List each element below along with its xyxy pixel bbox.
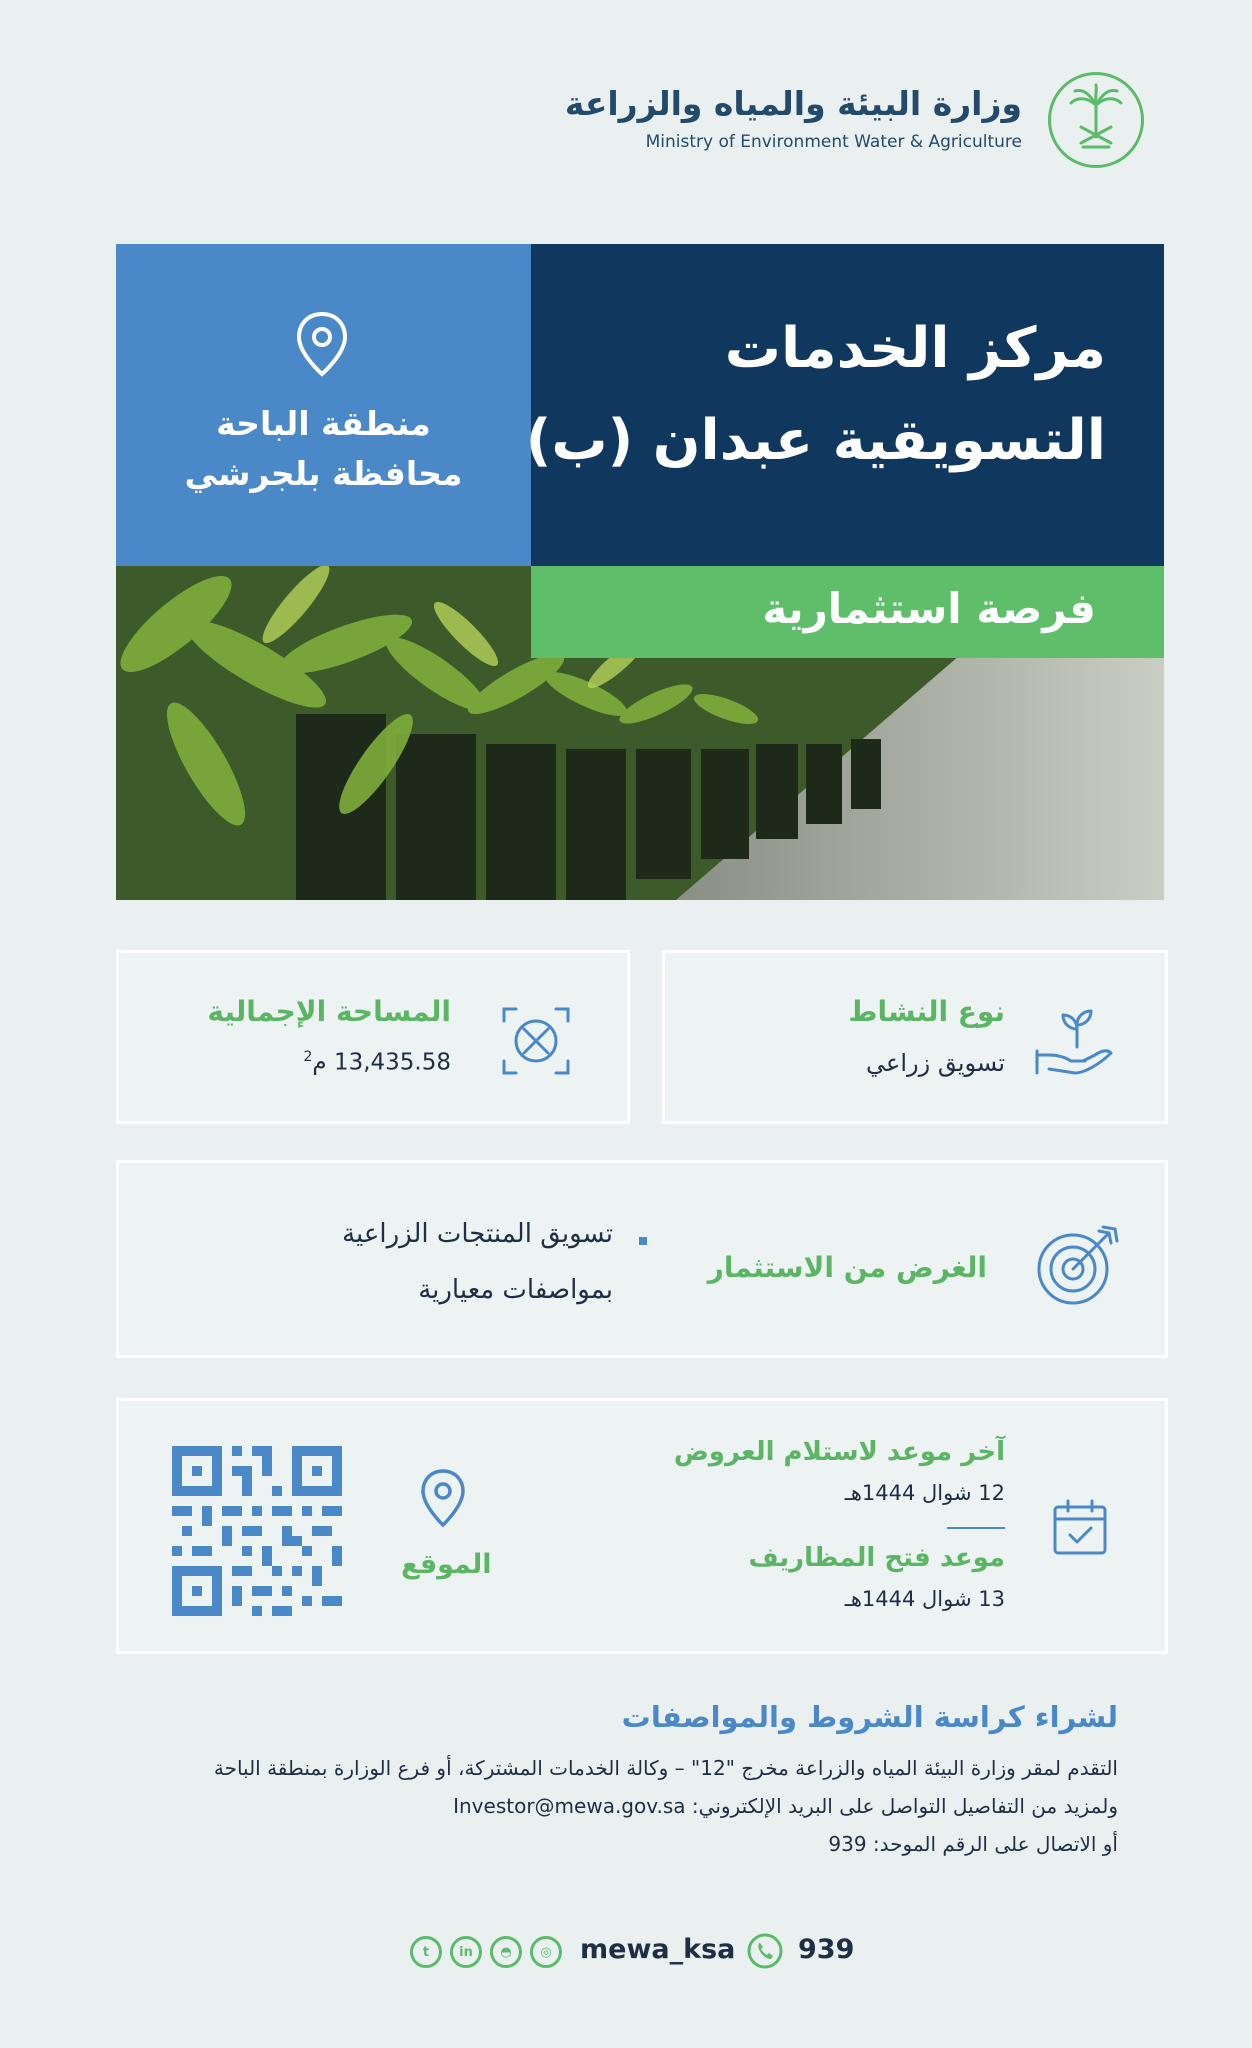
calendar-icon: [1051, 1497, 1109, 1557]
phone-icon: [746, 1932, 784, 1970]
social-handle[interactable]: mewa_ksa: [580, 1934, 736, 1965]
target-icon: [1033, 1221, 1121, 1309]
hero-banner: [116, 244, 1164, 900]
activity-card: [662, 950, 1168, 1124]
governorate-name: محافظة بلجرشي: [184, 454, 463, 493]
opportunity-badge-text: فرصة استثمارية: [762, 584, 1096, 633]
instagram-icon[interactable]: ◎: [530, 1936, 562, 1968]
date-divider: [947, 1527, 1005, 1529]
ministry-name-arabic: وزارة البيئة والمياه والزراعة: [564, 84, 1022, 123]
palm-tree-emblem-icon: [1048, 72, 1144, 168]
purchase-line1: التقدم لمقر وزارة البيئة المياه والزراعة مخرج "12" – وكالة الخدمات المشتركة، أو فرع الوزارة بمنطقة الباحة: [213, 1756, 1118, 1780]
location-pin-icon: [294, 310, 350, 380]
bullet-marker: [639, 1237, 647, 1245]
title-panel: [525, 244, 1164, 566]
opening-label: موعد فتح المظاريف: [748, 1543, 1005, 1573]
region-name: منطقة الباحة: [216, 404, 431, 443]
purchase-line2: ولمزيد من التفاصيل التواصل على البريد الإلكتروني: Investor@mewa.gov.sa: [453, 1794, 1118, 1818]
area-value: [303, 1049, 451, 1076]
snapchat-icon[interactable]: ◓: [490, 1936, 522, 1968]
linkedin-icon[interactable]: in: [450, 1936, 482, 1968]
activity-label: نوع النشاط: [848, 995, 1005, 1028]
hand-plant-icon: [1035, 1003, 1117, 1079]
deadline-value: 12 شوال 1444هـ: [844, 1481, 1005, 1505]
location-label[interactable]: الموقع: [401, 1549, 492, 1580]
location-pin-icon[interactable]: [419, 1467, 467, 1531]
area-card: [116, 950, 630, 1124]
area-unit-superscript: 2: [303, 1049, 313, 1065]
qr-code[interactable]: [172, 1446, 342, 1616]
location-panel: [116, 244, 531, 566]
purpose-line1: تسويق المنتجات الزراعية: [342, 1219, 613, 1249]
area-label: المساحة الإجمالية: [207, 995, 451, 1028]
phone-number[interactable]: 939: [798, 1934, 855, 1965]
expand-area-icon: [500, 1005, 572, 1077]
deadline-label: آخر موعد لاستلام العروض: [673, 1437, 1005, 1467]
purchase-title: لشراء كراسة الشروط والمواصفات: [621, 1700, 1118, 1734]
opening-value: 13 شوال 1444هـ: [844, 1587, 1005, 1611]
ministry-name-english: Ministry of Environment Water & Agriculture: [645, 132, 1022, 152]
page-title-line1: مركز الخدمات: [724, 316, 1106, 381]
area-value-text: 13,435.58 م: [312, 1049, 451, 1076]
purpose-label: الغرض من الاستثمار: [707, 1251, 987, 1284]
activity-value: تسويق زراعي: [866, 1049, 1005, 1077]
purpose-line2: بمواصفات معيارية: [418, 1275, 613, 1305]
dates-card: [116, 1398, 1168, 1654]
purchase-line3: أو الاتصال على الرقم الموحد: 939: [828, 1832, 1118, 1856]
twitter-icon[interactable]: t: [410, 1936, 442, 1968]
page-title-line2: التسويقية عبدان (ب): [525, 408, 1106, 473]
purpose-card: [116, 1160, 1168, 1358]
opportunity-badge: [531, 566, 1164, 658]
